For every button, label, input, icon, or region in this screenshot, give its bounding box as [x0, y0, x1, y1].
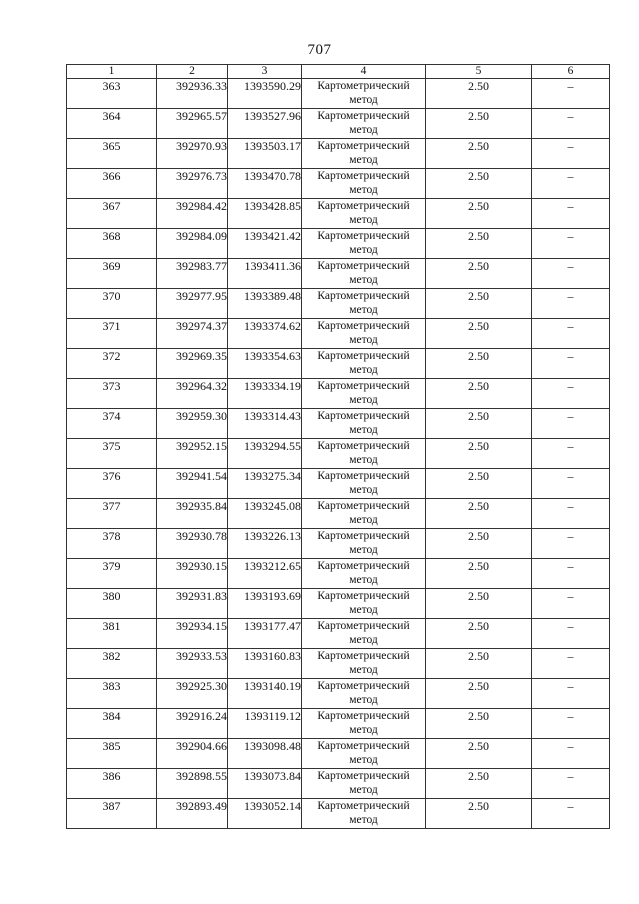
point-number-cell: 381	[67, 619, 157, 649]
x-coordinate-cell: 392898.55	[157, 769, 228, 799]
method-line-1: Картометрический	[317, 320, 410, 332]
method-cell	[302, 409, 426, 439]
description-cell: –	[532, 739, 610, 769]
y-coordinate-cell: 1393177.47	[228, 619, 302, 649]
y-coordinate-cell: 1393052.14	[228, 799, 302, 829]
point-number-cell: 364	[67, 109, 157, 139]
description-cell: –	[532, 409, 610, 439]
accuracy-cell: 2.50	[426, 229, 532, 259]
method-line-2: метод	[349, 544, 378, 556]
method-line-2: метод	[349, 184, 378, 196]
x-coordinate-cell: 392916.24	[157, 709, 228, 739]
method-line-1: Картометрический	[317, 290, 410, 302]
table-row	[67, 139, 610, 169]
table-row	[67, 499, 610, 529]
description-cell: –	[532, 559, 610, 589]
method-line-1: Картометрический	[317, 470, 410, 482]
method-cell	[302, 439, 426, 469]
x-coordinate-cell: 392984.09	[157, 229, 228, 259]
accuracy-cell: 2.50	[426, 319, 532, 349]
method-cell	[302, 289, 426, 319]
x-coordinate-cell: 392977.95	[157, 289, 228, 319]
method-line-2: метод	[349, 784, 378, 796]
description-cell: –	[532, 79, 610, 109]
method-cell	[302, 319, 426, 349]
table-row	[67, 109, 610, 139]
x-coordinate-cell: 392952.15	[157, 439, 228, 469]
method-line-2: метод	[349, 574, 378, 586]
point-number-cell: 363	[67, 79, 157, 109]
method-line-1: Картометрический	[317, 170, 410, 182]
method-line-1: Картометрический	[317, 620, 410, 632]
method-line-2: метод	[349, 454, 378, 466]
description-cell: –	[532, 649, 610, 679]
accuracy-cell: 2.50	[426, 139, 532, 169]
y-coordinate-cell: 1393119.12	[228, 709, 302, 739]
method-line-1: Картометрический	[317, 680, 410, 692]
method-line-1: Картометрический	[317, 80, 410, 92]
method-line-1: Картометрический	[317, 560, 410, 572]
method-cell	[302, 559, 426, 589]
accuracy-cell: 2.50	[426, 349, 532, 379]
method-line-1: Картометрический	[317, 590, 410, 602]
description-cell: –	[532, 139, 610, 169]
method-line-2: метод	[349, 394, 378, 406]
method-cell	[302, 769, 426, 799]
method-cell	[302, 499, 426, 529]
table-row	[67, 529, 610, 559]
description-cell: –	[532, 199, 610, 229]
method-line-1: Картометрический	[317, 740, 410, 752]
method-line-2: метод	[349, 664, 378, 676]
method-cell	[302, 589, 426, 619]
x-coordinate-cell: 392933.53	[157, 649, 228, 679]
method-line-2: метод	[349, 424, 378, 436]
description-cell: –	[532, 169, 610, 199]
point-number-cell: 380	[67, 589, 157, 619]
description-cell: –	[532, 589, 610, 619]
point-number-cell: 377	[67, 499, 157, 529]
description-cell: –	[532, 799, 610, 829]
accuracy-cell: 2.50	[426, 559, 532, 589]
method-line-2: метод	[349, 604, 378, 616]
y-coordinate-cell: 1393428.85	[228, 199, 302, 229]
table-row	[67, 259, 610, 289]
method-line-2: метод	[349, 484, 378, 496]
description-cell: –	[532, 229, 610, 259]
accuracy-cell: 2.50	[426, 499, 532, 529]
x-coordinate-cell: 392984.42	[157, 199, 228, 229]
method-cell	[302, 709, 426, 739]
x-coordinate-cell: 392959.30	[157, 409, 228, 439]
table-row	[67, 739, 610, 769]
point-number-cell: 370	[67, 289, 157, 319]
table-row	[67, 379, 610, 409]
accuracy-cell: 2.50	[426, 679, 532, 709]
y-coordinate-cell: 1393294.55	[228, 439, 302, 469]
table-row	[67, 229, 610, 259]
x-coordinate-cell: 392936.33	[157, 79, 228, 109]
y-coordinate-cell: 1393411.36	[228, 259, 302, 289]
table-row	[67, 679, 610, 709]
accuracy-cell: 2.50	[426, 379, 532, 409]
description-cell: –	[532, 529, 610, 559]
method-line-1: Картометрический	[317, 710, 410, 722]
method-line-1: Картометрический	[317, 440, 410, 452]
table-header-row	[67, 65, 610, 79]
accuracy-cell: 2.50	[426, 79, 532, 109]
method-cell	[302, 379, 426, 409]
description-cell: –	[532, 709, 610, 739]
method-cell	[302, 169, 426, 199]
method-line-1: Картометрический	[317, 380, 410, 392]
method-line-1: Картометрический	[317, 200, 410, 212]
accuracy-cell: 2.50	[426, 799, 532, 829]
table-row	[67, 649, 610, 679]
method-line-2: метод	[349, 814, 378, 826]
x-coordinate-cell: 392970.93	[157, 139, 228, 169]
y-coordinate-cell: 1393098.48	[228, 739, 302, 769]
method-line-1: Картометрический	[317, 260, 410, 272]
method-line-2: метод	[349, 94, 378, 106]
method-line-2: метод	[349, 304, 378, 316]
accuracy-cell: 2.50	[426, 259, 532, 289]
y-coordinate-cell: 1393193.69	[228, 589, 302, 619]
x-coordinate-cell: 392974.37	[157, 319, 228, 349]
table-row	[67, 349, 610, 379]
accuracy-cell: 2.50	[426, 109, 532, 139]
table-row	[67, 79, 610, 109]
x-coordinate-cell: 392925.30	[157, 679, 228, 709]
y-coordinate-cell: 1393590.29	[228, 79, 302, 109]
x-coordinate-cell: 392965.57	[157, 109, 228, 139]
table-row	[67, 619, 610, 649]
point-number-cell: 373	[67, 379, 157, 409]
x-coordinate-cell: 392934.15	[157, 619, 228, 649]
method-line-2: метод	[349, 334, 378, 346]
description-cell: –	[532, 289, 610, 319]
method-line-2: метод	[349, 754, 378, 766]
point-number-cell: 384	[67, 709, 157, 739]
method-cell	[302, 109, 426, 139]
point-number-cell: 385	[67, 739, 157, 769]
method-line-1: Картометрический	[317, 410, 410, 422]
column-header-2: 2	[157, 65, 228, 79]
description-cell: –	[532, 319, 610, 349]
method-line-1: Картометрический	[317, 110, 410, 122]
x-coordinate-cell: 392935.84	[157, 499, 228, 529]
method-line-2: метод	[349, 154, 378, 166]
y-coordinate-cell: 1393421.42	[228, 229, 302, 259]
table-row	[67, 199, 610, 229]
x-coordinate-cell: 392976.73	[157, 169, 228, 199]
table-row	[67, 169, 610, 199]
point-number-cell: 375	[67, 439, 157, 469]
y-coordinate-cell: 1393275.34	[228, 469, 302, 499]
method-cell	[302, 199, 426, 229]
method-line-2: метод	[349, 364, 378, 376]
table-row	[67, 289, 610, 319]
x-coordinate-cell: 392964.32	[157, 379, 228, 409]
y-coordinate-cell: 1393334.19	[228, 379, 302, 409]
y-coordinate-cell: 1393374.62	[228, 319, 302, 349]
y-coordinate-cell: 1393160.83	[228, 649, 302, 679]
x-coordinate-cell: 392931.83	[157, 589, 228, 619]
y-coordinate-cell: 1393470.78	[228, 169, 302, 199]
method-cell	[302, 529, 426, 559]
method-cell	[302, 349, 426, 379]
table-row	[67, 709, 610, 739]
accuracy-cell: 2.50	[426, 769, 532, 799]
table-row	[67, 319, 610, 349]
point-number-cell: 367	[67, 199, 157, 229]
point-number-cell: 372	[67, 349, 157, 379]
point-number-cell: 387	[67, 799, 157, 829]
method-line-2: метод	[349, 214, 378, 226]
description-cell: –	[532, 109, 610, 139]
point-number-cell: 379	[67, 559, 157, 589]
column-header-6: 6	[532, 65, 610, 79]
accuracy-cell: 2.50	[426, 169, 532, 199]
column-header-4: 4	[302, 65, 426, 79]
y-coordinate-cell: 1393226.13	[228, 529, 302, 559]
x-coordinate-cell: 392930.78	[157, 529, 228, 559]
description-cell: –	[532, 349, 610, 379]
y-coordinate-cell: 1393073.84	[228, 769, 302, 799]
method-line-1: Картометрический	[317, 230, 410, 242]
description-cell: –	[532, 469, 610, 499]
accuracy-cell: 2.50	[426, 469, 532, 499]
y-coordinate-cell: 1393389.48	[228, 289, 302, 319]
point-number-cell: 366	[67, 169, 157, 199]
table-row	[67, 439, 610, 469]
y-coordinate-cell: 1393503.17	[228, 139, 302, 169]
method-cell	[302, 679, 426, 709]
point-number-cell: 374	[67, 409, 157, 439]
table-row	[67, 469, 610, 499]
accuracy-cell: 2.50	[426, 199, 532, 229]
method-cell	[302, 259, 426, 289]
method-cell	[302, 649, 426, 679]
accuracy-cell: 2.50	[426, 289, 532, 319]
column-header-3: 3	[228, 65, 302, 79]
method-line-1: Картометрический	[317, 650, 410, 662]
method-line-1: Картометрический	[317, 800, 410, 812]
description-cell: –	[532, 259, 610, 289]
method-line-2: метод	[349, 124, 378, 136]
method-cell	[302, 229, 426, 259]
column-header-1: 1	[67, 65, 157, 79]
method-line-1: Картометрический	[317, 530, 410, 542]
point-number-cell: 386	[67, 769, 157, 799]
point-number-cell: 378	[67, 529, 157, 559]
point-number-cell: 382	[67, 649, 157, 679]
y-coordinate-cell: 1393212.65	[228, 559, 302, 589]
y-coordinate-cell: 1393354.63	[228, 349, 302, 379]
y-coordinate-cell: 1393245.08	[228, 499, 302, 529]
column-header-5: 5	[426, 65, 532, 79]
y-coordinate-cell: 1393140.19	[228, 679, 302, 709]
y-coordinate-cell: 1393527.96	[228, 109, 302, 139]
table-row	[67, 769, 610, 799]
accuracy-cell: 2.50	[426, 589, 532, 619]
point-number-cell: 371	[67, 319, 157, 349]
accuracy-cell: 2.50	[426, 649, 532, 679]
y-coordinate-cell: 1393314.43	[228, 409, 302, 439]
method-line-1: Картометрический	[317, 350, 410, 362]
x-coordinate-cell: 392941.54	[157, 469, 228, 499]
point-number-cell: 368	[67, 229, 157, 259]
method-line-2: метод	[349, 724, 378, 736]
method-line-2: метод	[349, 634, 378, 646]
description-cell: –	[532, 499, 610, 529]
x-coordinate-cell: 392904.66	[157, 739, 228, 769]
method-line-2: метод	[349, 244, 378, 256]
x-coordinate-cell: 392893.49	[157, 799, 228, 829]
accuracy-cell: 2.50	[426, 739, 532, 769]
table-row	[67, 559, 610, 589]
x-coordinate-cell: 392983.77	[157, 259, 228, 289]
method-cell	[302, 739, 426, 769]
method-line-1: Картометрический	[317, 500, 410, 512]
accuracy-cell: 2.50	[426, 709, 532, 739]
table-body	[67, 79, 610, 829]
table-row	[67, 409, 610, 439]
method-line-1: Картометрический	[317, 770, 410, 782]
description-cell: –	[532, 769, 610, 799]
method-line-2: метод	[349, 274, 378, 286]
method-cell	[302, 619, 426, 649]
x-coordinate-cell: 392930.15	[157, 559, 228, 589]
table-row	[67, 589, 610, 619]
description-cell: –	[532, 379, 610, 409]
point-number-cell: 369	[67, 259, 157, 289]
method-line-2: метод	[349, 694, 378, 706]
point-number-cell: 383	[67, 679, 157, 709]
method-cell	[302, 799, 426, 829]
point-number-cell: 365	[67, 139, 157, 169]
accuracy-cell: 2.50	[426, 439, 532, 469]
accuracy-cell: 2.50	[426, 619, 532, 649]
method-cell	[302, 469, 426, 499]
page-number: 707	[307, 42, 332, 58]
method-line-2: метод	[349, 514, 378, 526]
method-line-1: Картометрический	[317, 140, 410, 152]
description-cell: –	[532, 679, 610, 709]
method-cell	[302, 79, 426, 109]
accuracy-cell: 2.50	[426, 529, 532, 559]
description-cell: –	[532, 439, 610, 469]
table-row	[67, 799, 610, 829]
accuracy-cell: 2.50	[426, 409, 532, 439]
coordinates-table	[66, 64, 610, 829]
point-number-cell: 376	[67, 469, 157, 499]
method-cell	[302, 139, 426, 169]
description-cell: –	[532, 619, 610, 649]
x-coordinate-cell: 392969.35	[157, 349, 228, 379]
